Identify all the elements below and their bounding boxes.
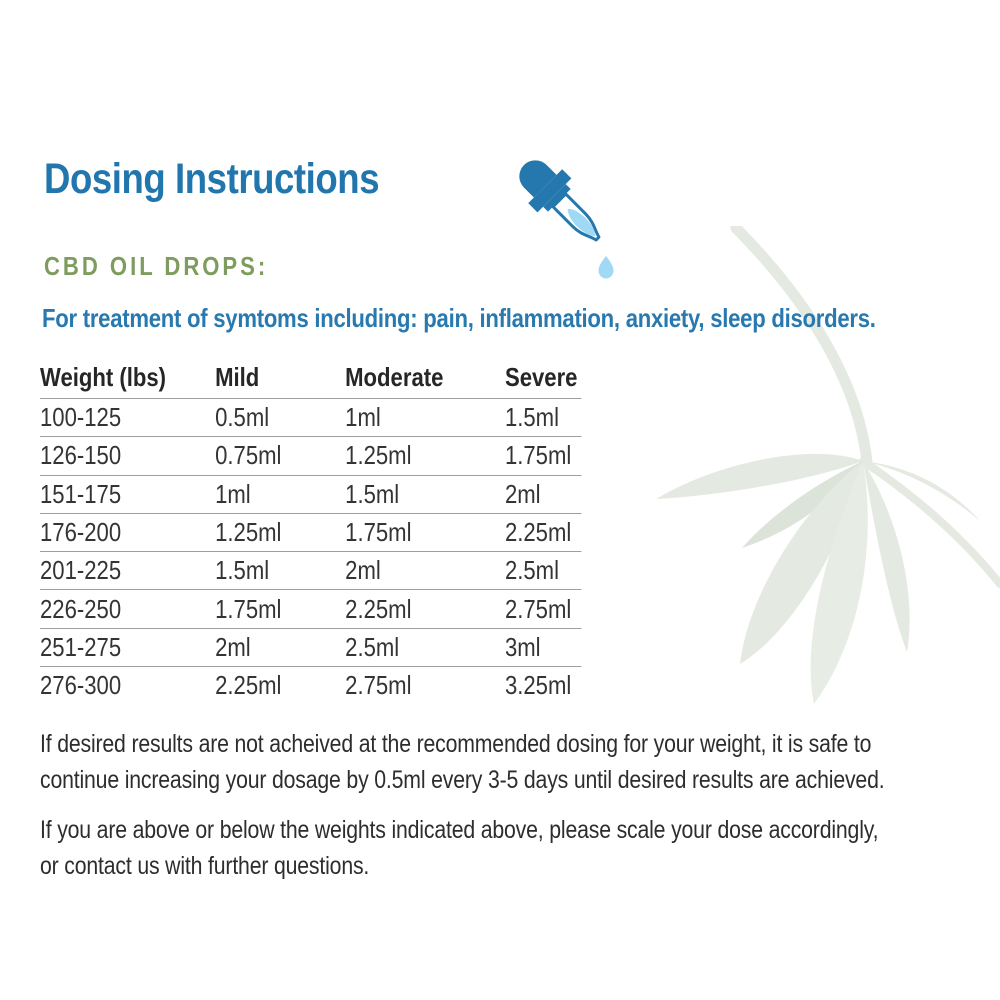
body-paragraph-1 — [40, 726, 884, 798]
cell-weight: 176-200 — [40, 517, 122, 548]
table-header-row — [40, 357, 581, 398]
cell-weight: 126-150 — [40, 440, 122, 471]
cell-severe: 2.5ml — [504, 555, 559, 586]
table-row — [40, 436, 581, 474]
paragraph-line: If you are above or below the weights indicated above, please scale your dose accordingly, — [40, 816, 879, 844]
header-moderate: Moderate — [345, 362, 444, 392]
table-row — [40, 475, 581, 513]
dosing-table — [40, 357, 581, 704]
intro-text: For treatment of symtoms including: pain, inflammation, anxiety, sleep disorders. — [42, 303, 876, 333]
cell-weight: 251-275 — [40, 631, 122, 662]
cell-moderate: 1.75ml — [345, 517, 412, 548]
eyedropper-glyph — [500, 147, 625, 287]
cell-severe: 2.25ml — [504, 517, 572, 548]
cell-mild: 1.75ml — [215, 593, 282, 624]
table-row — [40, 513, 581, 551]
cell-moderate: 1.5ml — [345, 478, 400, 509]
cell-mild: 0.5ml — [215, 402, 270, 433]
cell-moderate: 2.5ml — [345, 631, 400, 662]
table-row — [40, 666, 581, 704]
table-row — [40, 398, 581, 436]
cell-mild: 2.25ml — [215, 670, 282, 701]
cell-weight: 201-225 — [40, 555, 122, 586]
paragraph-line: or contact us with further questions. — [40, 852, 370, 880]
cell-weight: 226-250 — [40, 593, 122, 624]
cell-severe: 2.75ml — [504, 593, 572, 624]
paragraph-line: If desired results are not acheived at the recommended dosing for your weight, it is safe to — [40, 730, 872, 758]
body-paragraph-2 — [40, 812, 878, 884]
paragraph-line: continue increasing your dosage by 0.5ml every 3-5 days until desired results are achieved. — [40, 766, 885, 794]
hemp-leaf-watermark — [618, 226, 1000, 726]
table-row — [40, 589, 581, 627]
cell-weight: 151-175 — [40, 478, 122, 509]
cell-severe: 3.25ml — [504, 670, 572, 701]
cell-severe: 3ml — [504, 631, 541, 662]
cell-mild: 0.75ml — [215, 440, 282, 471]
header-mild: Mild — [215, 362, 260, 392]
cell-moderate: 2.75ml — [345, 670, 412, 701]
cell-severe: 1.75ml — [504, 440, 572, 471]
cell-weight: 100-125 — [40, 402, 122, 433]
product-heading: CBD OIL DROPS: — [44, 251, 269, 281]
table-row — [40, 628, 581, 666]
cell-mild: 1ml — [215, 478, 251, 509]
table-row — [40, 551, 581, 589]
cell-mild: 1.5ml — [215, 555, 270, 586]
cell-mild: 2ml — [215, 631, 251, 662]
eyedropper-icon — [500, 147, 625, 287]
cell-moderate: 2ml — [345, 555, 381, 586]
cell-moderate: 2.25ml — [345, 593, 412, 624]
cell-moderate: 1ml — [345, 402, 381, 433]
header-severe: Severe — [504, 362, 578, 392]
cell-weight: 276-300 — [40, 670, 122, 701]
cell-mild: 1.25ml — [215, 517, 282, 548]
cell-severe: 1.5ml — [504, 402, 559, 433]
cell-moderate: 1.25ml — [345, 440, 412, 471]
hemp-leaf-icon — [618, 226, 1000, 726]
header-weight: Weight (lbs) — [40, 362, 167, 392]
page-title: Dosing Instructions — [44, 155, 380, 203]
cell-severe: 2ml — [504, 478, 541, 509]
